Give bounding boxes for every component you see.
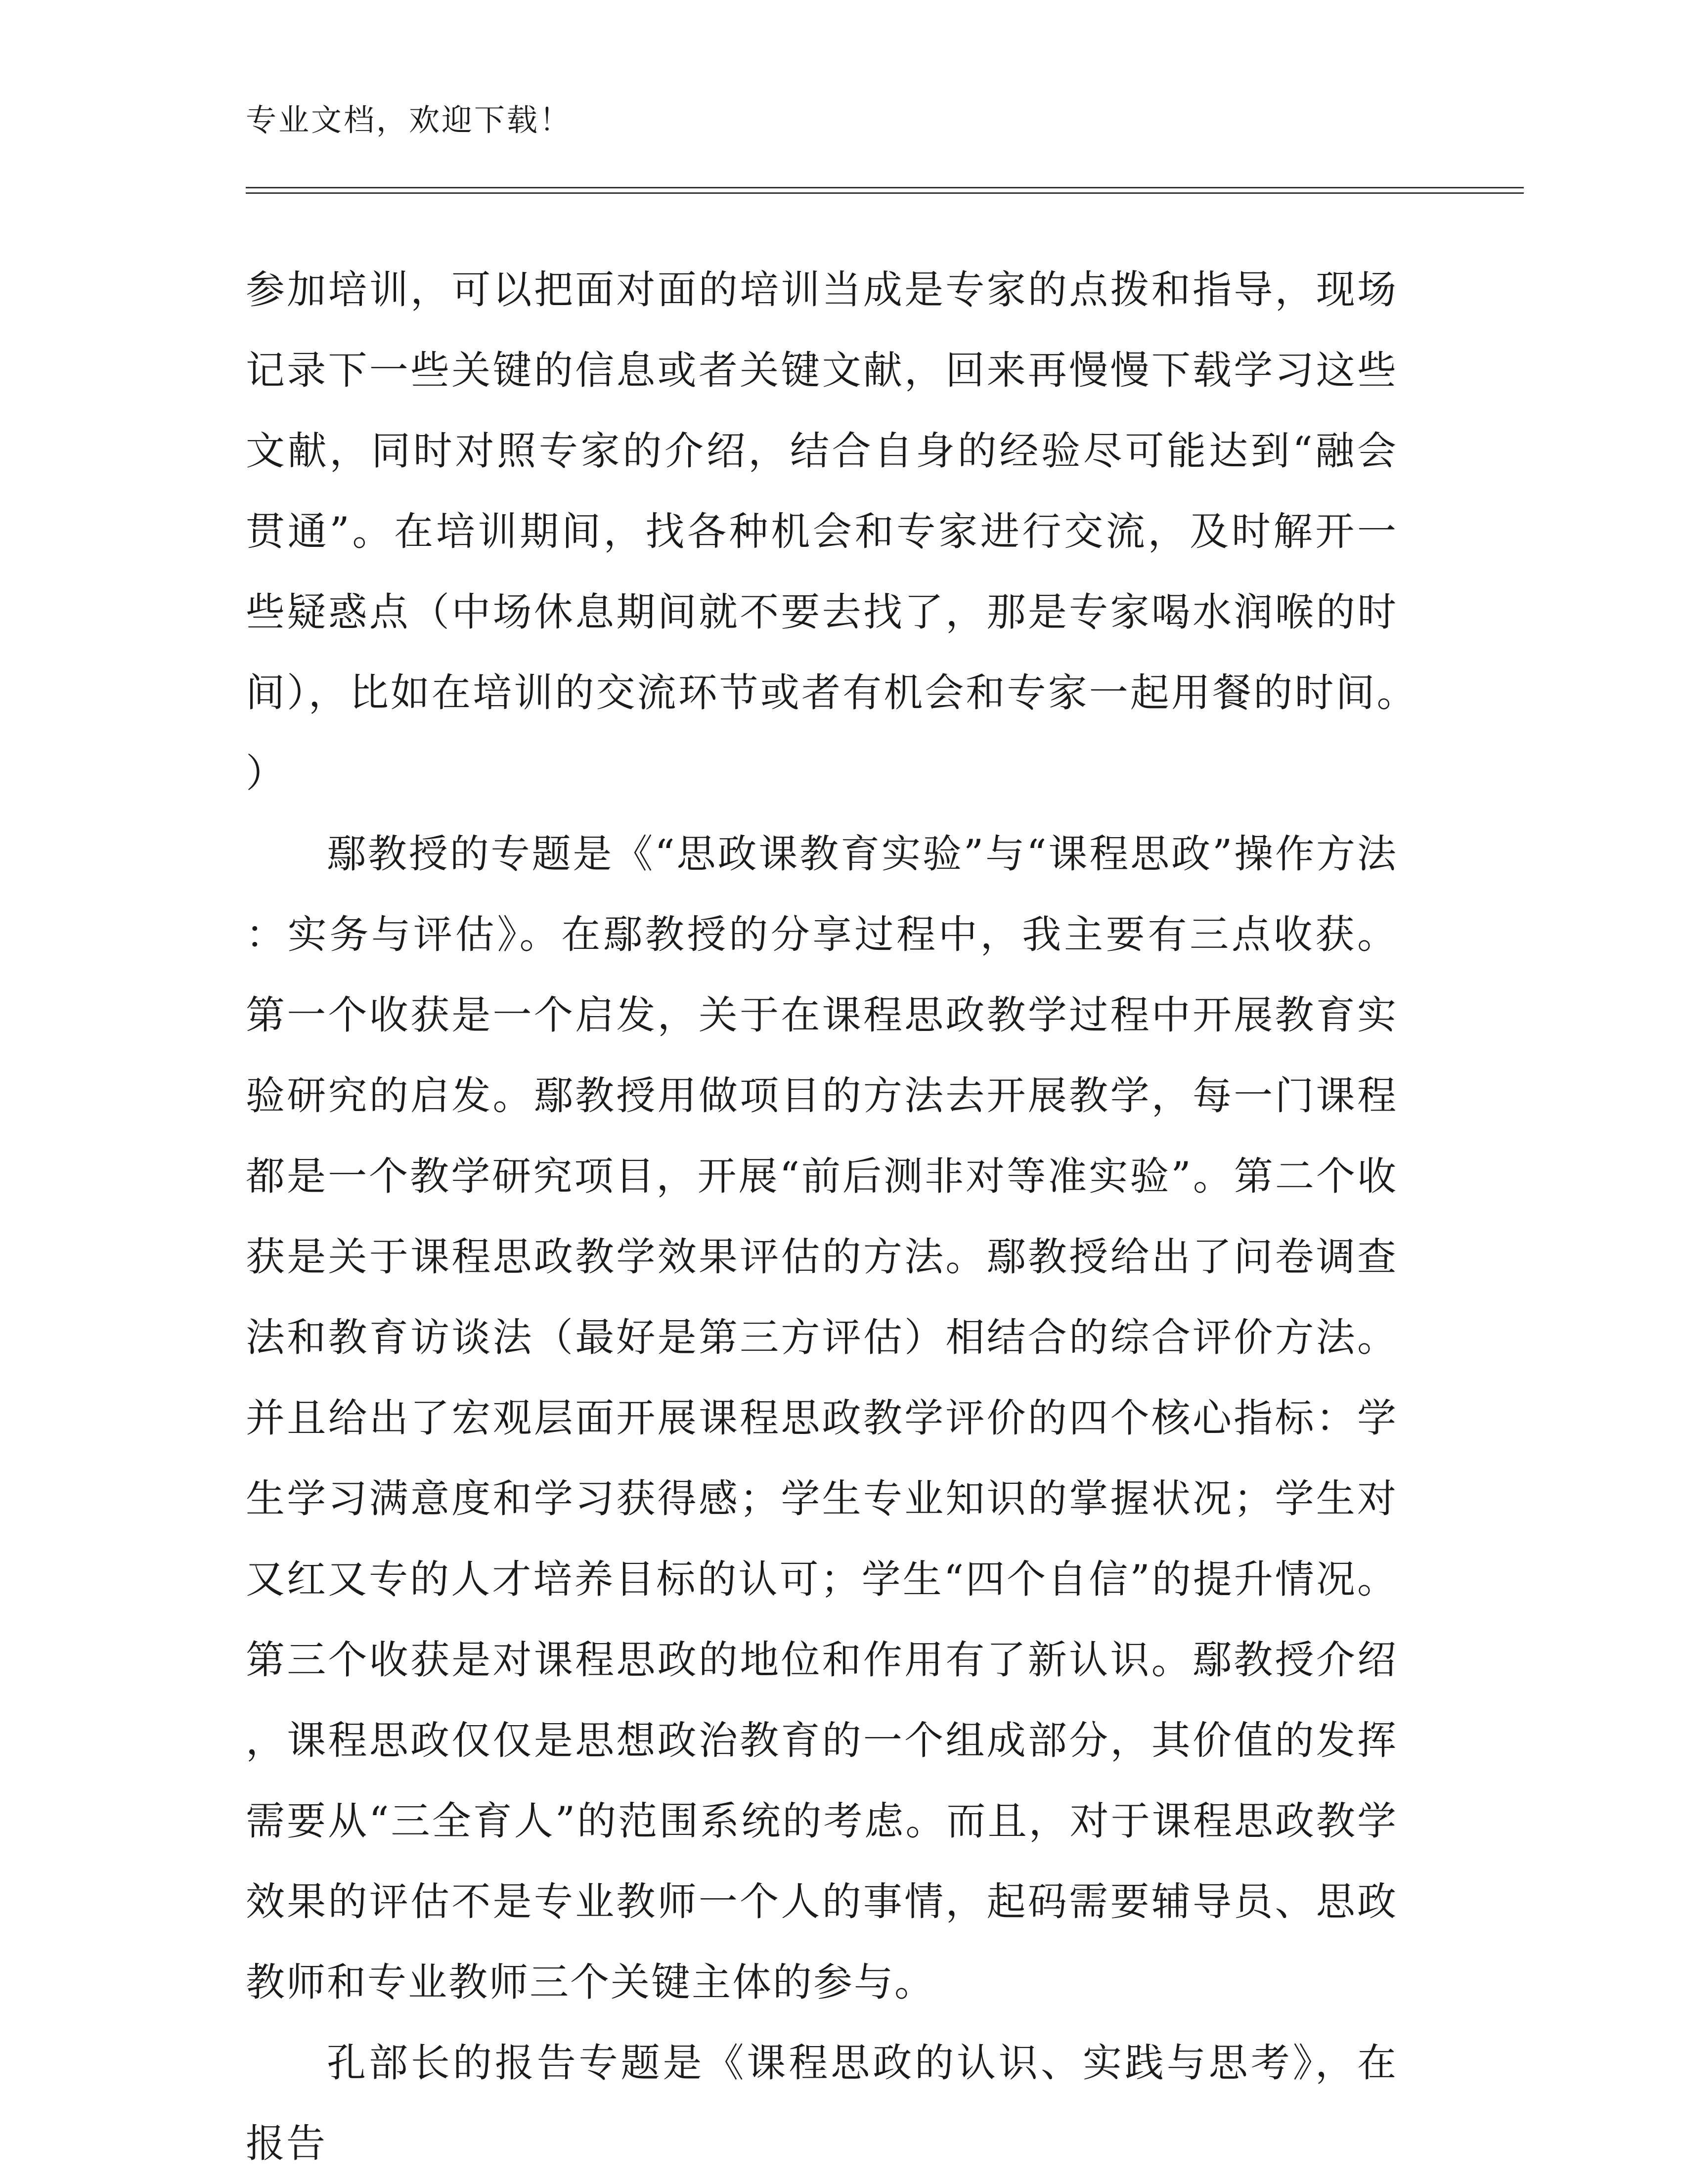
header-double-rule <box>246 187 1524 194</box>
paragraph-minister-kong: 孔部长的报告专题是《课程思政的认识、实践与思考》，在报告 <box>246 2040 1398 2166</box>
paragraph-training-advice: 参加培训，可以把面对面的培训当成是专家的点拨和指导，现场记录下一些关键的信息或者关键文献，回来再慢慢下载学习这些文献，同时对照专家的介绍，结合自身的经验尽可能达到“融会贯通”。在培训期间，找各种机会和专家进行交流，及时解开一些疑惑点（中场休息期间就不要去找了，那是专家喝水润喉的时间），比如在培训的交流环节或者有机会和专家一起用餐的时间。） <box>246 267 1398 796</box>
page-header-text: 专业文档，欢迎下载！ <box>246 102 573 138</box>
document-body <box>246 250 1398 2184</box>
paragraph-professor-yan: 鄢教授的专题是《“思政课教育实验”与“课程思政”操作方法：实务与评估》。在鄢教授的分享过程中，我主要有三点收获。第一个收获是一个启发，关于在课程思政教学过程中开展教育实验研究的启发。鄢教授用做项目的方法去开展教学，每一门课程都是一个教学研究项目，开展“前后测非对等准实验”。第二个收获是关于课程思政教学效果评估的方法。鄢教授给出了问卷调查法和教育访谈法（最好是第三方评估）相结合的综合评价方法。并且给出了宏观层面开展课程思政教学评价的四个核心指标：学生学习满意度和学习获得感；学生专业知识的掌握状况；学生对又红又专的人才培养目标的认可；学生“四个自信”的提升情况。第三个收获是对课程思政的地位和作用有了新认识。鄢教授介绍，课程思政仅仅是思想政治教育的一个组成部分，其价值的发挥需要从“三全育人”的范围系统的考虑。而且，对于课程思政教学效果的评估不是专业教师一个人的事情，起码需要辅导员、思政教师和专业教师三个关键主体的参与。 <box>246 831 1398 2005</box>
